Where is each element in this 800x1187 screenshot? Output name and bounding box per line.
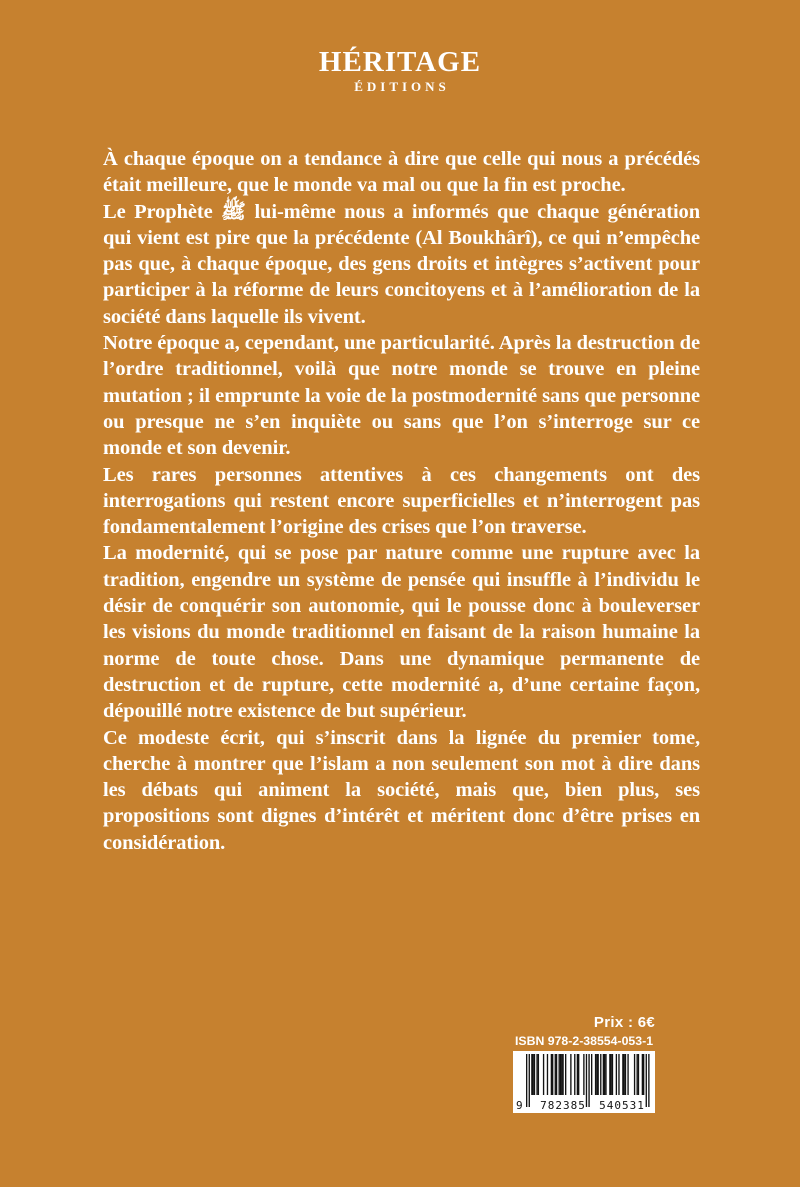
publisher-name: HÉRITAGE <box>318 46 482 78</box>
barcode <box>513 1051 655 1113</box>
isbn-label: ISBN 978-2-38554-053-1 <box>514 1034 654 1048</box>
paragraph: Notre époque a, cependant, une particularité. Après la destruction de l’ordre traditionnel, voilà que notre monde se trouve en pleine mutation ; il emprunte la voie de la postmodernité sans que personne ou presque ne s’en inquiète ou sans que l’on s’interroge sur ce monde et son devenir. <box>103 332 700 460</box>
price-isbn-block <box>513 1014 655 1113</box>
publisher-logo <box>0 48 800 93</box>
paragraph: À chaque époque on a tendance à dire que celle qui nous a précédés était meilleure, que le monde va mal ou que la fin est proche. <box>103 148 700 197</box>
barcode-digits-group2: 540531 <box>599 1098 645 1112</box>
paragraph: Les rares personnes attentives à ces changements ont des interrogations qui restent encore superficielles et n’interrogent pas fondamentalement l’origine des crises que l’on traverse. <box>103 463 700 539</box>
back-cover-text <box>103 146 700 856</box>
price-label: Prix : 6€ <box>593 1014 655 1031</box>
publisher-subtitle: ÉDITIONS <box>354 79 450 94</box>
barcode-digit-lead: 9 <box>516 1098 523 1112</box>
barcode-digits-group1: 782385 <box>540 1098 586 1112</box>
paragraph: La modernité, qui se pose par nature comme une rupture avec la tradition, engendre un système de pensée qui insuffle à l’individu le désir de conquérir son autonomie, qui le pousse donc à bouleverser les visions du monde traditionnel en faisant de la raison humaine la norme de toute chose. Dans une dynamique permanente de destruction et de rupture, cette modernité a, d’une certaine façon, dépouillé notre existence de but supérieur. <box>103 542 700 723</box>
paragraph: Ce modeste écrit, qui s’inscrit dans la lignée du premier tome, cherche à montrer que l’islam a non seulement son mot à dire dans les débats qui animent la société, mais que, bien plus, ses propositions sont dignes d’intérêt et méritent donc d’être prises en considération. <box>103 726 700 854</box>
paragraph: Le Prophète ﷺ lui-même nous a informés que chaque génération qui vient est pire que la précédente (Al Boukhârî), ce qui n’empêche pas que, à chaque époque, des gens droits et intègres s’activent pour participer à la réforme de leurs concitoyens et à l’amélioration de la société dans laquelle ils vivent. <box>103 200 701 328</box>
